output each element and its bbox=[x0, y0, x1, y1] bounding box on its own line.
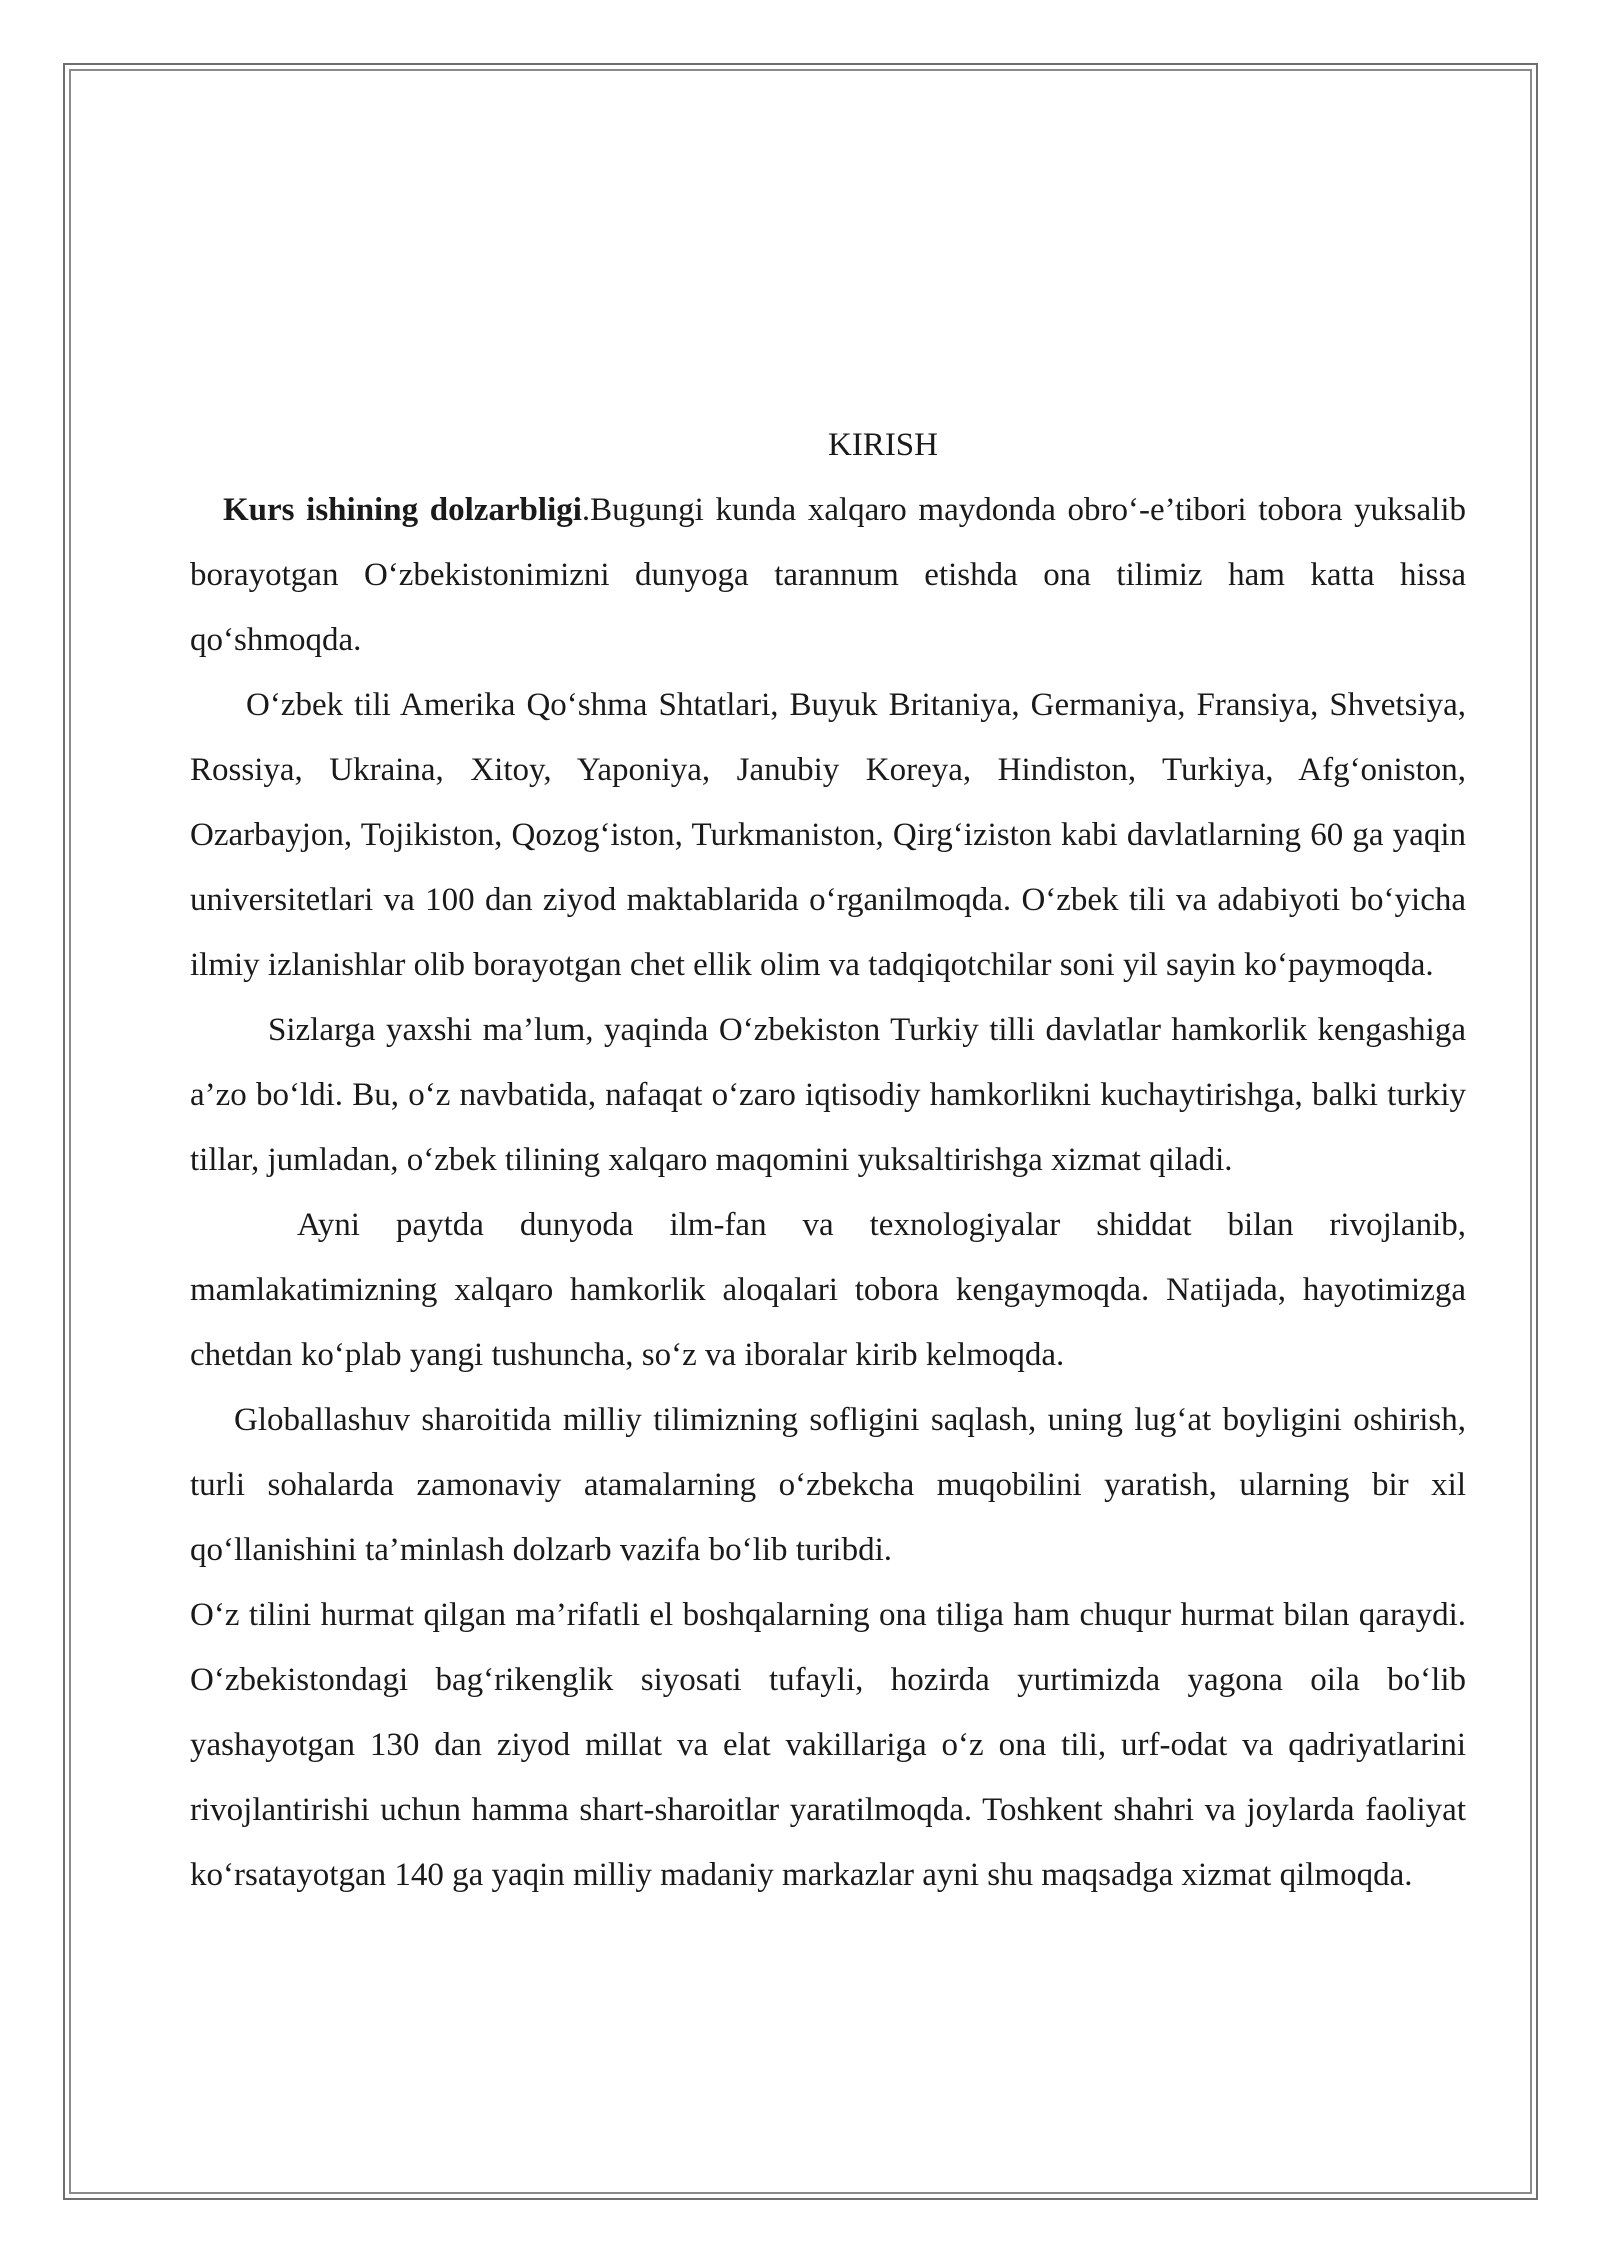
paragraph-text: O‘zbek tili Amerika Qo‘shma Shtatlari, Buyuk Britaniya, Germaniya, Fransiya, Shvetsiya, Rossiya, Ukraina, Xitoy, Yaponiya, Janubiy Koreya, Hindiston, Turkiya, Afg‘oniston, Ozarbayjon, Tojikiston, Qozog‘iston, Turkmaniston, Qirg‘iziston kabi davlatlarning 60 ga yaqin universitetlari va 100 dan ziyod maktablarida o‘rganilmoqda. O‘zbek tili va adabiyoti bo‘yicha ilmiy izlanishlar olib borayotgan chet ellik olim va tadqiqotchilar soni yil sayin ko‘paymoqda. bbox=[190, 687, 1466, 983]
paragraph-text: Sizlarga yaxshi ma’lum, yaqinda O‘zbekiston Turkiy tilli davlatlar hamkorlik kengashiga a’zo bo‘ldi. Bu, o‘z navbatida, nafaqat o‘zaro iqtisodiy hamkorlikni kuchaytirishga, balki turkiy tillar, jumladan, o‘zbek tilining xalqaro maqomini yuksaltirishga xizmat qiladi. bbox=[190, 1012, 1466, 1178]
document-body bbox=[190, 413, 1466, 1908]
paragraph-text: O‘z tilini hurmat qilgan ma’rifatli el boshqalarning ona tiliga ham chuqur hurmat bilan qaraydi. O‘zbekistondagi bag‘rikenglik siyosati tufayli, hozirda yurtimizda yagona oila bo‘lib yashayotgan 130 dan ziyod millat va elat vakillariga o‘z ona tili, urf-odat va qadriyatlarini rivojlantirishi uchun hamma shart-sharoitlar yaratilmoqda. Toshkent shahri va joylarda faoliyat ko‘rsatayotgan 140 ga yaqin milliy madaniy markazlar ayni shu maqsadga xizmat qilmoqda. bbox=[190, 1597, 1466, 1893]
paragraph-text: Ayni paytda dunyoda ilm-fan va texnologiyalar shiddat bilan rivojlanib, mamlakatimizning xalqaro hamkorlik aloqalari tobora kengaymoqda. Natijada, hayotimizga chetdan ko‘plab yangi tushuncha, so‘z va iboralar kirib kelmoqda. bbox=[190, 1207, 1466, 1373]
paragraph-relevance bbox=[190, 478, 1466, 673]
paragraph-lead: Kurs ishining dolzarbligi bbox=[223, 492, 582, 528]
page-heading: KIRISH bbox=[827, 427, 938, 463]
paragraph-text: .Bugungi kunda xalqaro maydonda obro‘-e’tibori tobora yuksalib borayotgan O‘zbekistonimizni dunyoga tarannum etishda ona tilimiz ham katta hissa qo‘shmoqda. bbox=[190, 492, 1467, 658]
paragraph-text: Globallashuv sharoitida milliy tilimizning sofligini saqlash, uning lug‘at boyligini oshirish, turli sohalarda zamonaviy atamalarning o‘zbekcha muqobilini yaratish, ularning bir xil qo‘llanishini ta’minlash dolzarb vazifa bo‘lib turibdi. bbox=[190, 1402, 1466, 1568]
